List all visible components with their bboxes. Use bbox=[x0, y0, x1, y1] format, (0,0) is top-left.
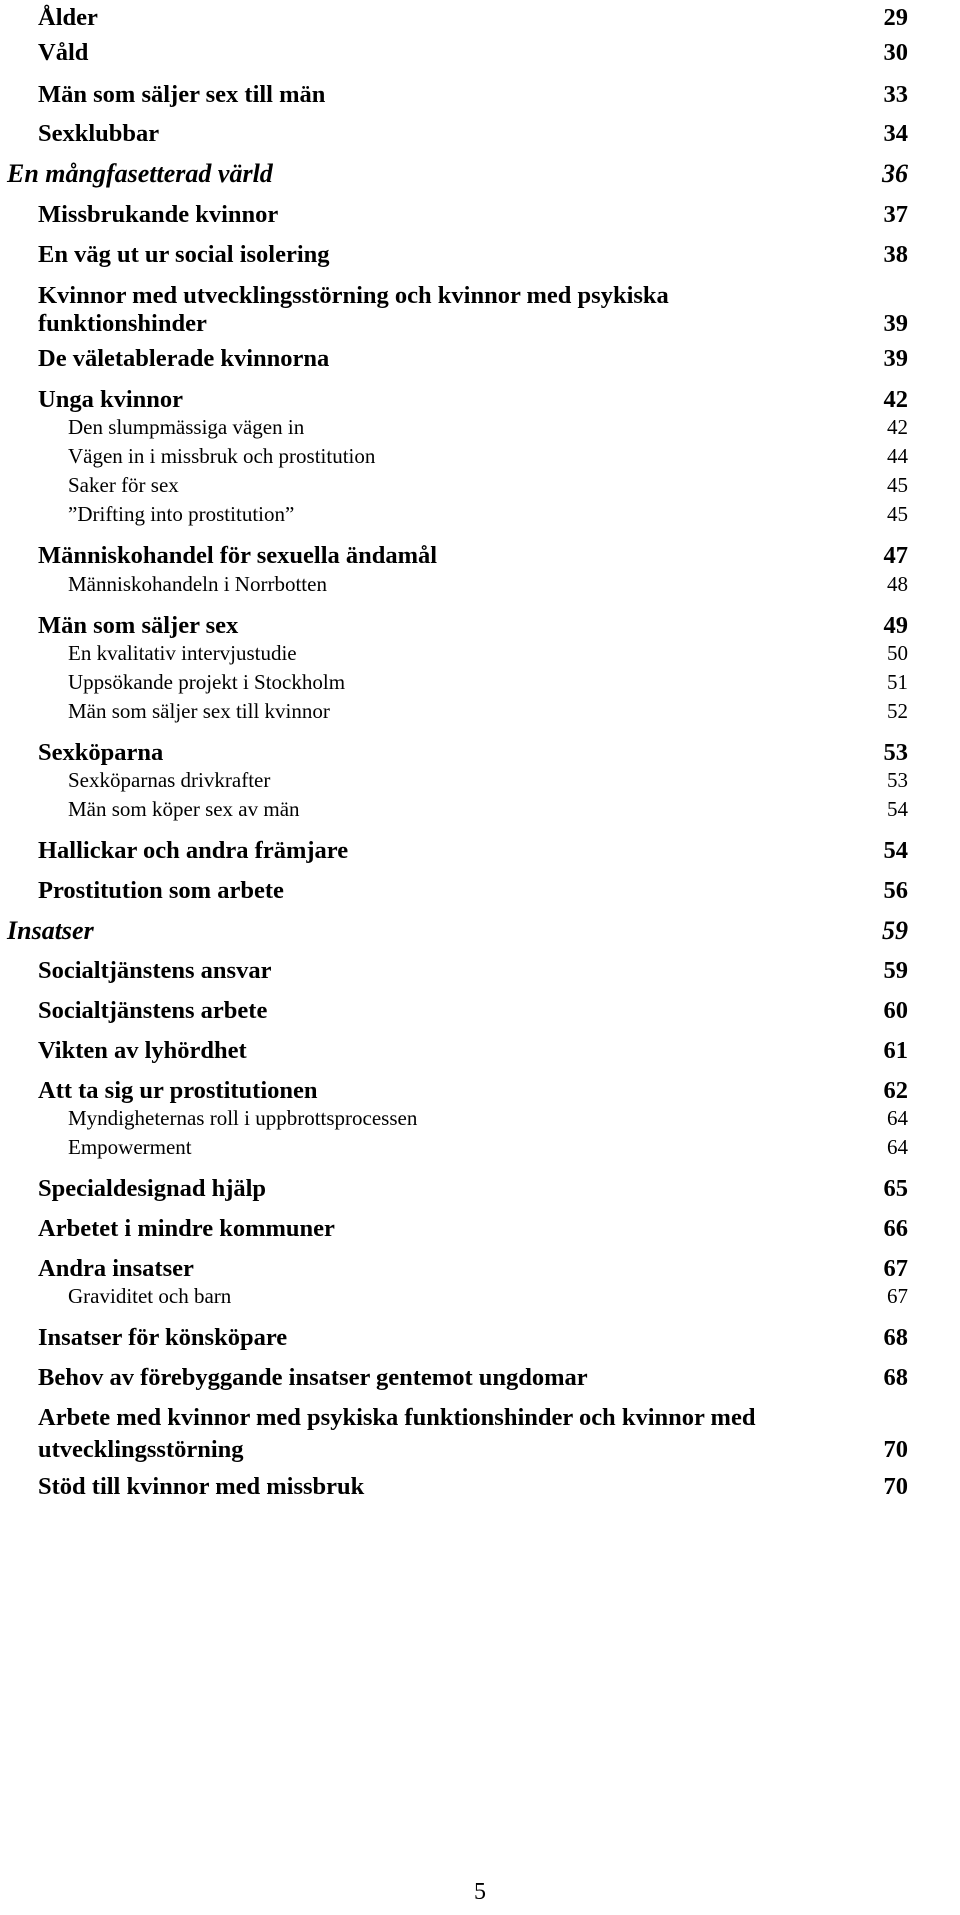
toc-entry-page: 67 bbox=[883, 1255, 908, 1282]
toc-entry-title: Ålder bbox=[38, 4, 98, 31]
toc-entry-page: 54 bbox=[887, 797, 908, 821]
toc-entry-title: Hallickar och andra främjare bbox=[38, 837, 349, 864]
toc-entry-page: 30 bbox=[883, 39, 908, 66]
toc-entry-page: 56 bbox=[883, 877, 908, 904]
toc-entry-page: 54 bbox=[883, 837, 908, 864]
toc-entry-title: Män som säljer sex bbox=[38, 612, 239, 639]
toc-entry-title: Män som säljer sex till kvinnor bbox=[68, 699, 330, 723]
toc-entry-title: funktionshinder bbox=[38, 310, 207, 337]
toc-entry-title: Empowerment bbox=[68, 1135, 192, 1159]
toc-entry-title: Sexköparna bbox=[38, 739, 164, 766]
toc-entry-page: 38 bbox=[883, 241, 908, 268]
toc-entry-title: Sexklubbar bbox=[38, 120, 160, 147]
toc-entry-page: 42 bbox=[883, 386, 908, 413]
toc-entry-page: 61 bbox=[883, 1037, 908, 1064]
toc-entry-page: 36 bbox=[882, 159, 908, 188]
toc-entry-page: 51 bbox=[887, 670, 908, 694]
toc-entry-page: 45 bbox=[887, 473, 908, 497]
toc-entry-page: 37 bbox=[883, 201, 908, 228]
toc-entry-title: Behov av förebyggande insatser gentemot ungdomar bbox=[38, 1364, 588, 1391]
toc-entry-page: 70 bbox=[883, 1436, 908, 1463]
toc-entry-title: Unga kvinnor bbox=[38, 386, 184, 413]
toc-entry-page: 33 bbox=[883, 81, 908, 108]
toc-entry-title: En mångfasetterad värld bbox=[7, 159, 273, 188]
toc-entry-title: Sexköparnas drivkrafter bbox=[68, 768, 271, 792]
toc-entry-title: Specialdesignad hjälp bbox=[38, 1175, 267, 1202]
toc-entry-title: De väletablerade kvinnorna bbox=[38, 345, 330, 372]
toc-entry-page: 64 bbox=[887, 1135, 908, 1159]
toc-entry-title: Vägen in i missbruk och prostitution bbox=[68, 444, 376, 468]
toc-entry-title: Den slumpmässiga vägen in bbox=[68, 415, 305, 439]
toc-entry-page: 59 bbox=[883, 957, 908, 984]
toc-entry-page: 64 bbox=[887, 1106, 908, 1130]
toc-entry-title: Graviditet och barn bbox=[68, 1284, 232, 1308]
toc-entry-page: 45 bbox=[887, 502, 908, 526]
toc-entry-title: ”Drifting into prostitution” bbox=[68, 502, 295, 526]
toc-entry-page: 70 bbox=[883, 1473, 908, 1500]
toc-entry-page: 29 bbox=[883, 4, 908, 31]
toc-entry-title: En kvalitativ intervjustudie bbox=[68, 641, 297, 665]
toc-entry-page: 42 bbox=[887, 415, 908, 439]
toc-entry-page: 59 bbox=[882, 916, 908, 945]
toc-entry-page: 39 bbox=[883, 345, 908, 372]
toc-entry-page: 67 bbox=[887, 1284, 908, 1308]
toc-entry-title: Myndigheternas roll i uppbrottsprocessen bbox=[68, 1106, 418, 1130]
toc-entry-page: 68 bbox=[883, 1324, 908, 1351]
toc-entry-title: Uppsökande projekt i Stockholm bbox=[68, 670, 346, 694]
toc-entry-page: 52 bbox=[887, 699, 908, 723]
toc-entry-title: Insatser för könsköpare bbox=[38, 1324, 288, 1351]
toc-entry-title: Stöd till kvinnor med missbruk bbox=[38, 1473, 365, 1500]
toc-entry-page: 39 bbox=[883, 310, 908, 337]
toc-entry-title: Missbrukande kvinnor bbox=[38, 201, 279, 228]
toc-entry-title: Vikten av lyhördhet bbox=[38, 1037, 247, 1064]
toc-entry-page: 60 bbox=[883, 997, 908, 1024]
toc-entry-title: Arbete med kvinnor med psykiska funktionshinder och kvinnor med bbox=[38, 1404, 756, 1431]
toc-entry-title: Människohandeln i Norrbotten bbox=[68, 572, 327, 596]
toc-entry-title: Prostitution som arbete bbox=[38, 877, 284, 904]
toc-entry-title: Män som köper sex av män bbox=[68, 797, 300, 821]
toc-entry-title: Människohandel för sexuella ändamål bbox=[38, 542, 438, 569]
toc-entry-title: utvecklingsstörning bbox=[38, 1436, 244, 1463]
toc-entry-title: Andra insatser bbox=[38, 1255, 194, 1282]
page-number: 5 bbox=[474, 1879, 486, 1905]
toc-entry-page: 48 bbox=[887, 572, 908, 596]
toc-entry-title: Arbetet i mindre kommuner bbox=[38, 1215, 335, 1242]
toc-entry-title: Män som säljer sex till män bbox=[38, 81, 326, 108]
toc-entry-page: 47 bbox=[883, 542, 908, 569]
toc-entry-title: Kvinnor med utvecklingsstörning och kvinnor med psykiska bbox=[38, 282, 669, 309]
toc-entry-page: 62 bbox=[883, 1077, 908, 1104]
toc-entry-title: En väg ut ur social isolering bbox=[38, 241, 330, 268]
toc-entry-title: Saker för sex bbox=[68, 473, 179, 497]
toc-entry-page: 49 bbox=[883, 612, 908, 639]
toc-entry-title: Att ta sig ur prostitutionen bbox=[38, 1077, 318, 1104]
toc-entry-page: 44 bbox=[887, 444, 908, 468]
toc-entry-title: Våld bbox=[38, 39, 89, 66]
toc-entry-page: 50 bbox=[887, 641, 908, 665]
toc-entry-title: Insatser bbox=[7, 916, 94, 945]
toc-entry-page: 66 bbox=[883, 1215, 908, 1242]
toc-entry-title: Socialtjänstens arbete bbox=[38, 997, 268, 1024]
toc-entry-title: Socialtjänstens ansvar bbox=[38, 957, 272, 984]
toc-entry-page: 34 bbox=[883, 120, 908, 147]
toc-entry-page: 65 bbox=[883, 1175, 908, 1202]
toc-entry-page: 53 bbox=[883, 739, 908, 766]
toc-entry-page: 68 bbox=[883, 1364, 908, 1391]
toc-entry-page: 53 bbox=[887, 768, 908, 792]
